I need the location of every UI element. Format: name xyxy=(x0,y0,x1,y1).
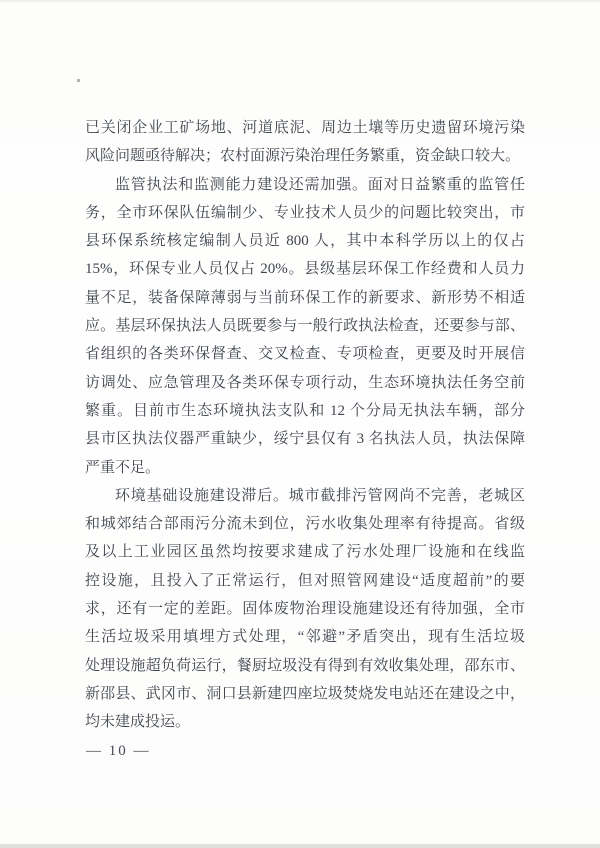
paragraph xyxy=(85,114,525,171)
body-line: 和城郊结合部雨污分流未到位，污水收集处理率有待提高。省级 xyxy=(85,516,525,533)
scan-top-edge xyxy=(0,0,600,2)
body-line: 监管执法和监测能力建设还需加强。面对日益繁重的监管任 xyxy=(115,176,525,193)
body-line: 均未建成投运。 xyxy=(85,714,191,731)
body-line: 县环保系统核定编制人员近 800 人，其中本科学历以上的仅占 xyxy=(85,233,525,250)
body-line: 务，全市环保队伍编制少、专业技术人员少的问题比较突出，市 xyxy=(85,204,525,221)
body-line: 处理设施超负荷运行，餐厨垃圾没有得到有效收集处理，邵东市、 xyxy=(85,657,525,674)
scan-bottom-edge xyxy=(0,844,600,848)
page-number: — 10 — xyxy=(86,743,151,759)
body-line: 省组织的各类环保督查、交叉检查、专项检查，更要及时开展信 xyxy=(85,346,525,363)
body-line: 15%，环保专业人员仅占 20%。县级基层环保工作经费和人员力 xyxy=(85,261,525,278)
scan-speck xyxy=(77,79,80,82)
body-line: 新邵县、武冈市、洞口县新建四座垃圾焚烧发电站还在建设之中， xyxy=(85,685,525,702)
body-line: 县市区执法仪器严重缺少，绥宁县仅有 3 名执法人员，执法保障 xyxy=(85,431,525,448)
body-line: 应。基层环保执法人员既要参与一般行政执法检查，还要参与部、 xyxy=(85,318,525,335)
body-line: 量不足，装备保障薄弱与当前环保工作的新要求、新形势不相适 xyxy=(85,289,525,306)
body-line: 环境基础设施建设滞后。城市截排污管网尚不完善，老城区 xyxy=(115,487,525,504)
body-line: 严重不足。 xyxy=(85,459,161,476)
body-line: 风险问题亟待解决；农村面源污染治理任务繁重，资金缺口较大。 xyxy=(85,148,521,165)
body-line: 求，还有一定的差距。固体废物治理设施建设还有待加强，全市 xyxy=(85,601,525,618)
body-line: 繁重。目前市生态环境执法支队和 12 个分局无执法车辆，部分 xyxy=(85,402,525,419)
body-line: 及以上工业园区虽然均按要求建成了污水处理厂设施和在线监 xyxy=(85,544,525,561)
body-line: 已关闭企业工矿场地、河道底泥、周边土壤等历史遗留环境污染 xyxy=(85,120,525,136)
body-line: 访调处、应急管理及各类环保专项行动，生态环境执法任务空前 xyxy=(85,374,525,391)
paragraph xyxy=(85,171,525,482)
body-line: 控设施，且投入了正常运行，但对照管网建设“适度超前”的要 xyxy=(85,572,525,589)
paragraph xyxy=(85,482,525,737)
body-line: 生活垃圾采用填埋方式处理，“邻避”矛盾突出，现有生活垃圾 xyxy=(85,629,525,646)
document-body xyxy=(85,114,525,737)
